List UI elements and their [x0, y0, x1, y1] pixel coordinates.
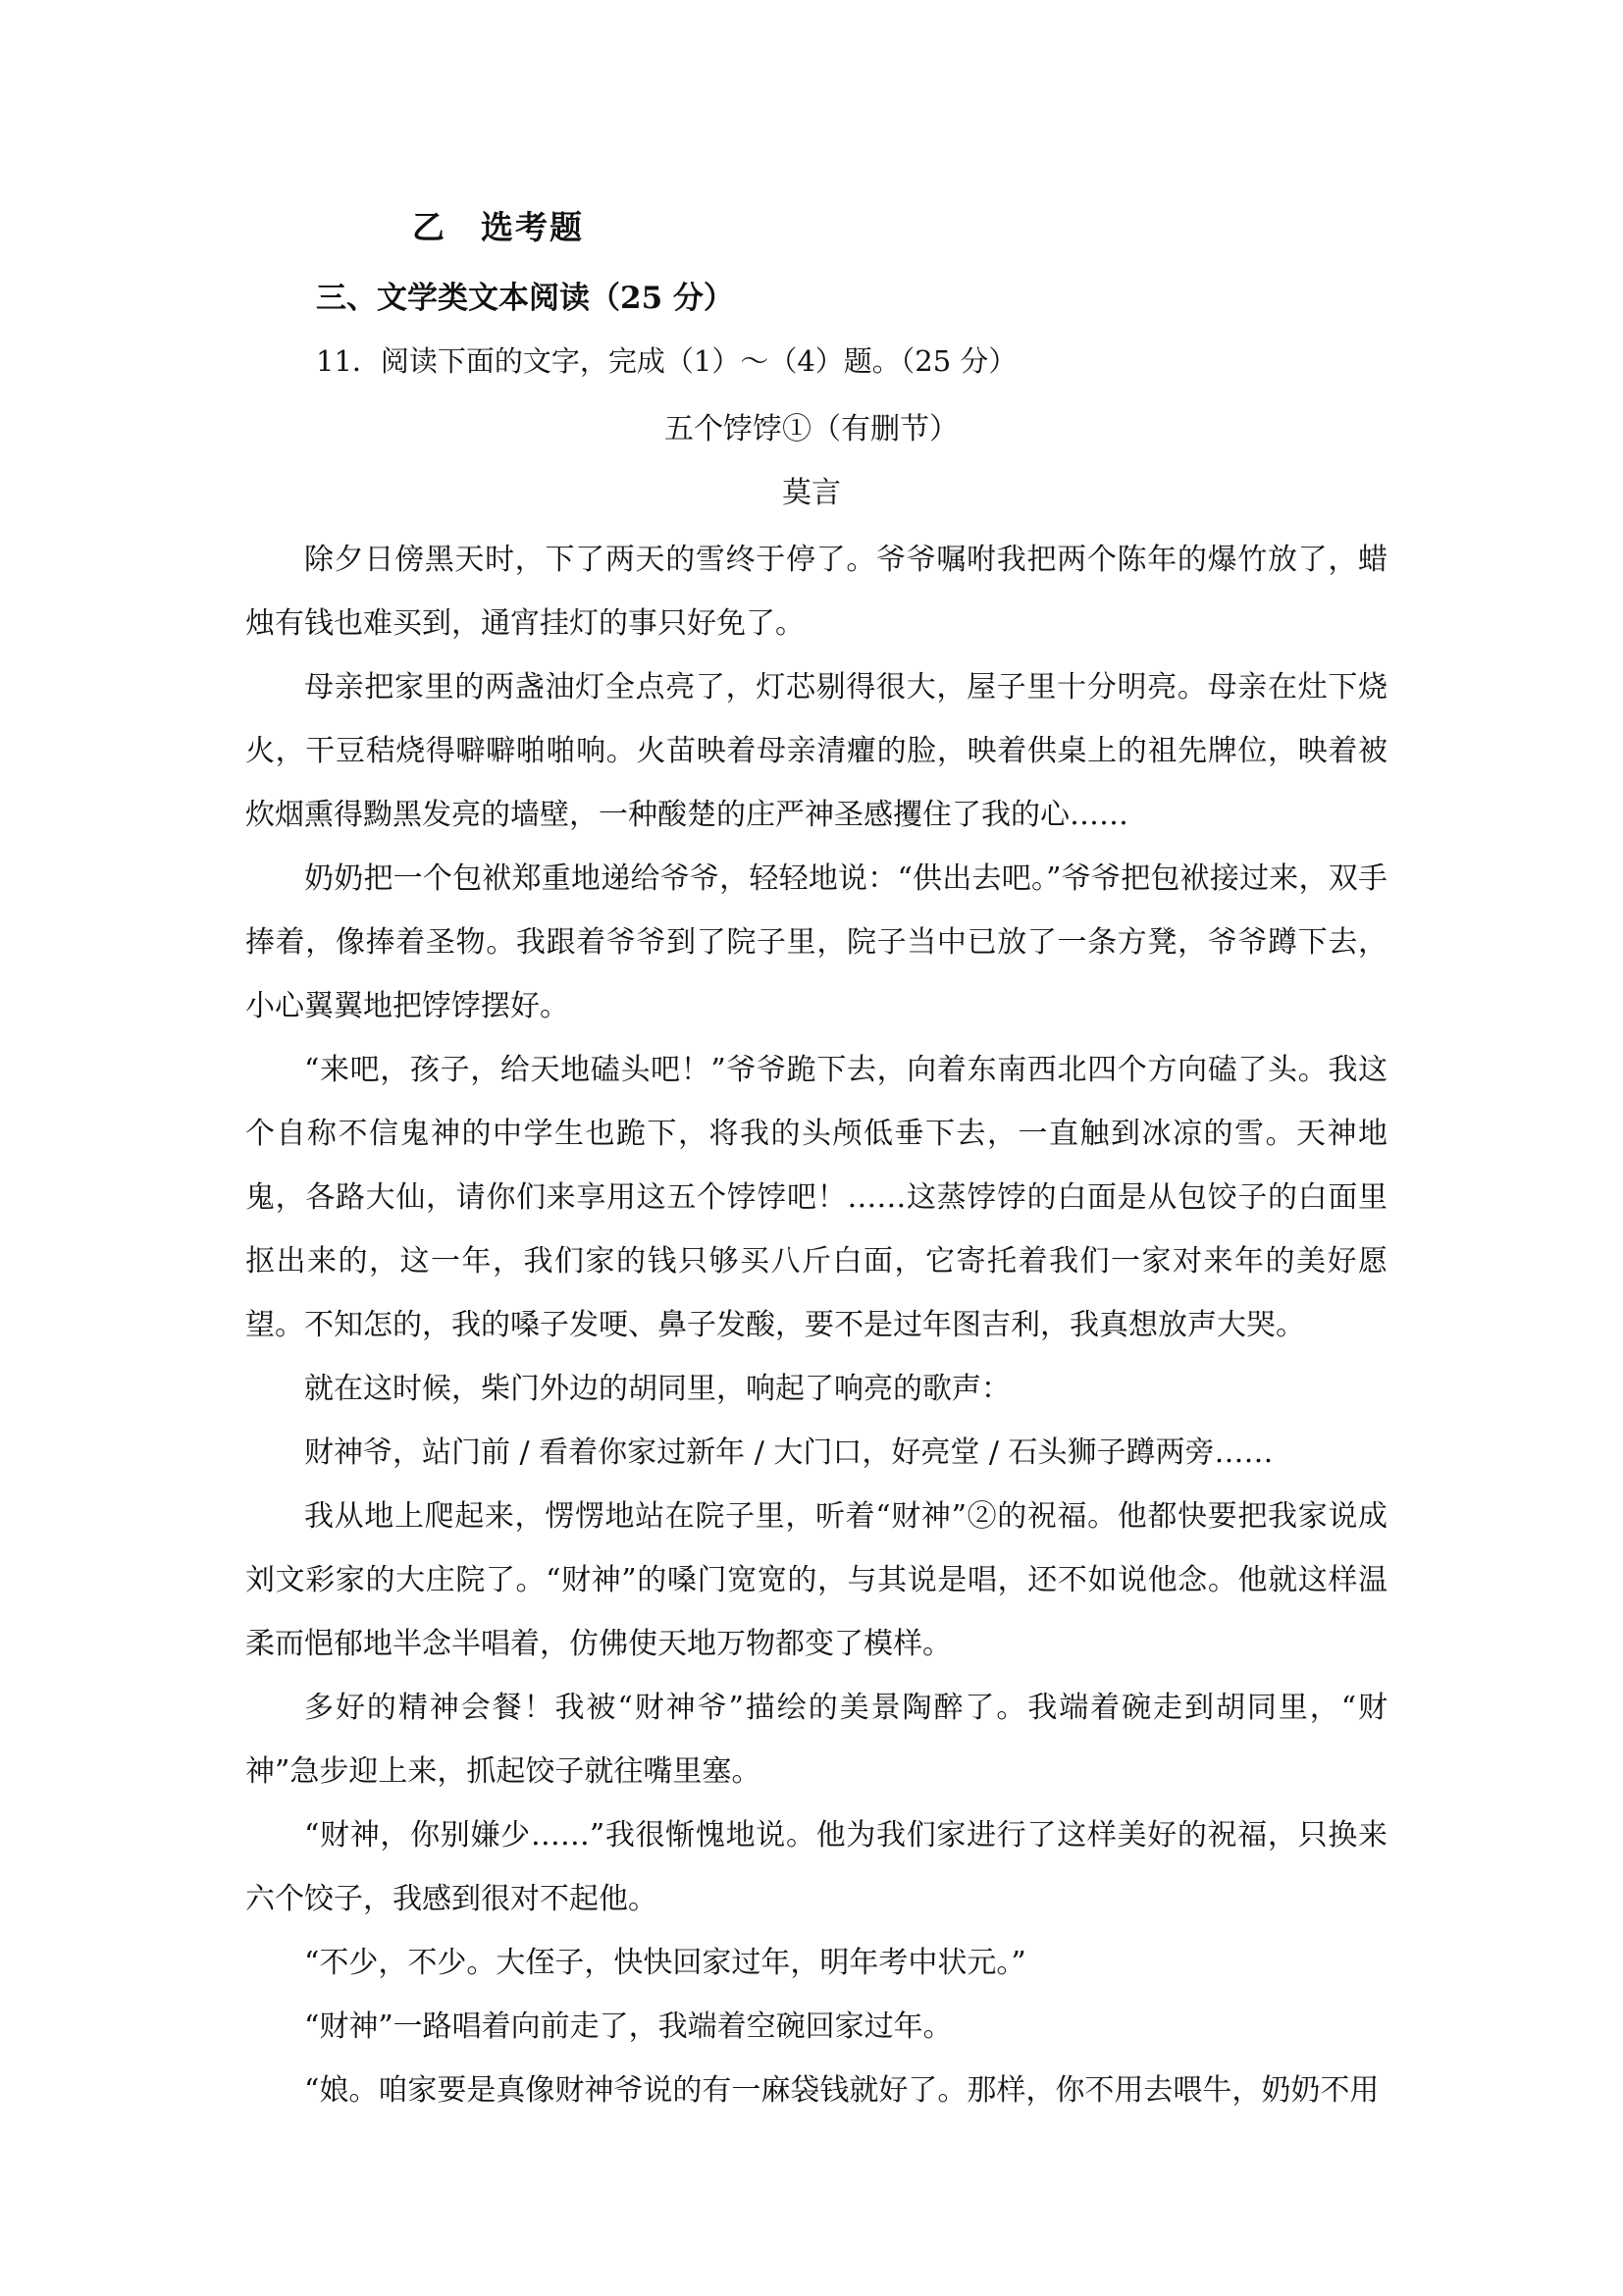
part-title: 三、文学类文本阅读（25 分）: [316, 281, 734, 316]
paragraph: 我从地上爬起来，愣愣地站在院子里，听着“财神”②的祝福。他都快要把我家说成刘文彩家的大庄院了。“财神”的嗓门宽宽的，与其说是唱，还不如说他念。他就这样温柔而悒郁地半念半唱着，仿佛使天地万物都变了模样。: [245, 1499, 1387, 1661]
paragraph: 母亲把家里的两盏油灯全点亮了，灯芯剔得很大，屋子里十分明亮。母亲在灶下烧火，干豆秸烧得噼噼啪啪响。火苗映着母亲清癯的脸，映着供桌上的祖先牌位，映着被炊烟熏得黝黑发亮的墙壁，一种酸楚的庄严神圣感攫住了我的心……: [245, 670, 1387, 832]
story-body: [245, 528, 1387, 2122]
story-author: 莫言: [782, 476, 841, 510]
paragraph: 除夕日傍黑天时，下了两天的雪终于停了。爷爷嘱咐我把两个陈年的爆竹放了，蜡烛有钱也难买到，通宵挂灯的事只好免了。: [245, 543, 1387, 641]
paragraph: “财神”一路唱着向前走了，我端着空碗回家过年。: [304, 2009, 953, 2044]
paragraph: “财神，你别嫌少……”我很惭愧地说。他为我们家进行了这样美好的祝福，只换来六个饺子，我感到很对不起他。: [245, 1818, 1387, 1916]
paragraph: 多好的精神会餐！我被“财神爷”描绘的美景陶醉了。我端着碗走到胡同里，“财神”急步迎上来，抓起饺子就往嘴里塞。: [245, 1691, 1387, 1789]
paragraph: “不少，不少。大侄子，快快回家过年，明年考中状元。”: [304, 1946, 1026, 1980]
song-lyrics: 财神爷，站门前 / 看着你家过新年 / 大门口，好亮堂 / 石头狮子蹲两旁……: [304, 1435, 1274, 1470]
paragraph: “来吧，孩子，给天地磕头吧！”爷爷跪下去，向着东南西北四个方向磕了头。我这个自称不信鬼神的中学生也跪下，将我的头颅低垂下去，一直触到冰凉的雪。天神地鬼，各路大仙，请你们来享用这五个饽饽吧！……这蒸饽饽的白面是从包饺子的白面里抠出来的，这一年，我们家的钱只够买八斤白面，它寄托着我们一家对来年的美好愿望。不知怎的，我的嗓子发哽、鼻子发酸，要不是过年图吉利，我真想放声大哭。: [245, 1053, 1387, 1342]
section-title: 乙 选考题: [412, 208, 584, 246]
story-title: 五个饽饽①（有删节）: [664, 412, 959, 446]
paragraph: 奶奶把一个包袱郑重地递给爷爷，轻轻地说：“供出去吧。”爷爷把包袱接过来，双手捧着，像捧着圣物。我跟着爷爷到了院子里，院子当中已放了一条方凳，爷爷蹲下去，小心翼翼地把饽饽摆好。: [245, 861, 1387, 1023]
paragraph: 就在这时候，柴门外边的胡同里，响起了响亮的歌声：: [304, 1372, 1011, 1406]
question-instruction: 11．阅读下面的文字，完成（1）～（4）题。（25 分）: [316, 344, 1018, 378]
paragraph: “娘。咱家要是真像财神爷说的有一麻袋钱就好了。那样，你不用去喂牛，奶奶不用: [304, 2073, 1380, 2108]
